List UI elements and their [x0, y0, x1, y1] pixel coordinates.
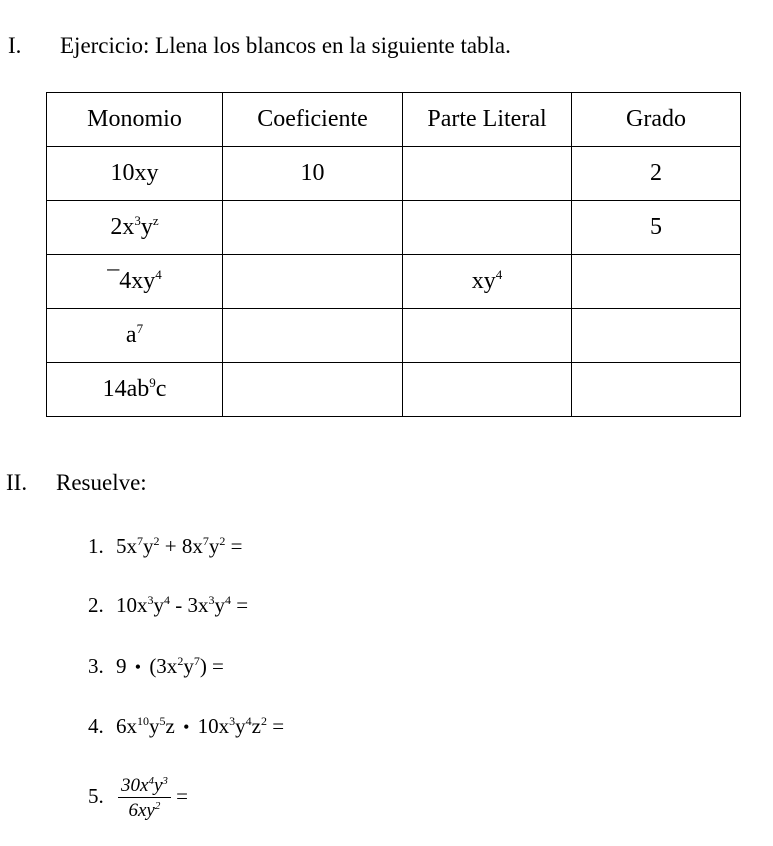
parte-literal-cell: [403, 147, 572, 201]
exercise-item: 5. $\frac{30x^4y^3}{6xy^2}$ =: [88, 775, 188, 821]
exercise-item: 2. $10x^3y^4 - 3x^3y^4$ =: [88, 593, 249, 617]
section-numeral: I.: [8, 33, 22, 58]
grado-cell: [572, 255, 741, 309]
parte-literal-cell: [403, 309, 572, 363]
grado-cell: 5: [572, 201, 741, 255]
section-title: Resuelve:: [56, 470, 147, 495]
monomio-cell: $a^7$: [47, 309, 223, 363]
coeficiente-cell: [223, 309, 403, 363]
exercise-item: 3. 9 • $(3x^2y^7)$ =: [88, 654, 224, 678]
table-row: [47, 147, 741, 201]
header-parte-literal: Parte Literal: [403, 93, 572, 147]
monomio-cell: $¯4xy^4$: [47, 255, 223, 309]
grado-cell: [572, 309, 741, 363]
coeficiente-cell: 10: [223, 147, 403, 201]
fraction: $\frac{30x^4y^3}{6xy^2}$: [118, 776, 171, 820]
table-row: [47, 255, 741, 309]
grado-cell: [572, 363, 741, 417]
exercise-item: 4. $6x^{10}y^5z$ • $10x^3y^4z^2$ =: [88, 714, 285, 738]
monomio-cell: [47, 147, 223, 201]
grado-cell: 2: [572, 147, 741, 201]
coeficiente-cell: [223, 201, 403, 255]
section-numeral: II.: [6, 470, 28, 495]
monomio-cell: $2x^3y^z$: [47, 201, 223, 255]
parte-literal-cell: [403, 201, 572, 255]
parte-literal-cell: [403, 363, 572, 417]
header-monomio: Monomio: [47, 93, 223, 147]
section-title: Ejercicio: Llena los blancos en la siguiente tabla.: [60, 33, 511, 58]
table-row: [47, 201, 741, 255]
coeficiente-cell: [223, 363, 403, 417]
exercise-item: 1. $5x^7y^2 + 8x^7y^2$ =: [88, 534, 243, 558]
header-grado: Grado: [572, 93, 741, 147]
parte-literal-cell: $xy^4$: [403, 255, 572, 309]
monomio-text: 10xy: [110, 160, 159, 186]
exercise-table: [46, 92, 741, 417]
table-row: [47, 363, 741, 417]
coeficiente-cell: [223, 255, 403, 309]
monomio-cell: $14ab^9c$: [47, 363, 223, 417]
header-coeficiente: Coeficiente: [223, 93, 403, 147]
table-header-row: [47, 93, 741, 147]
table-row: [47, 309, 741, 363]
